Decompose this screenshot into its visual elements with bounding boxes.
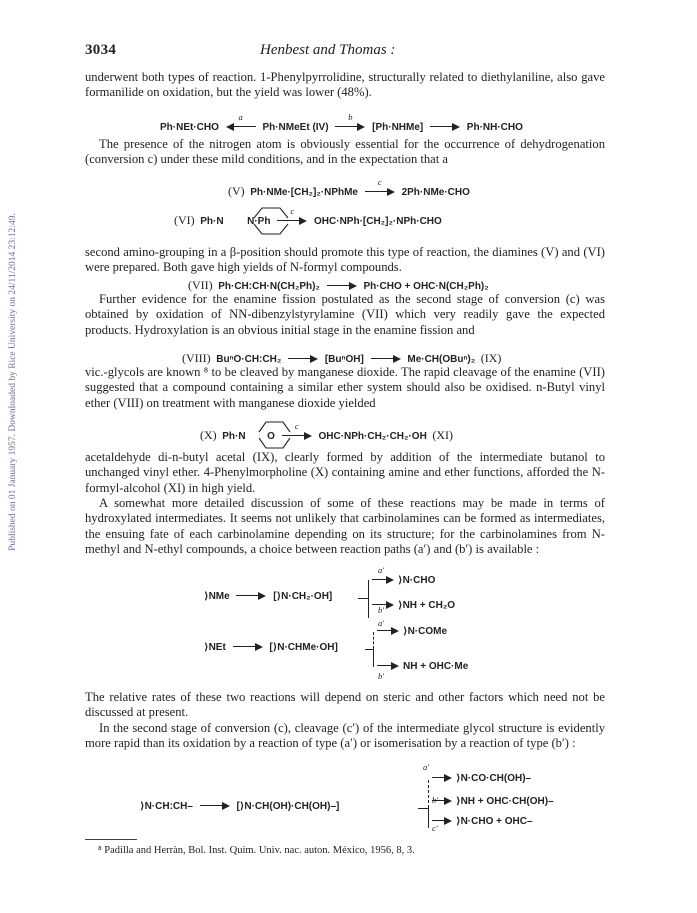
eq4-number: (VII) bbox=[188, 278, 213, 292]
arrow-icon bbox=[377, 662, 399, 670]
scheme1-product-a: ⟩N·CHO bbox=[398, 575, 436, 586]
scheme3-product-b: ⟩NH + OHC·CH(OH)– bbox=[456, 796, 554, 807]
eq6-right: OHC·NPh·CH₂·CH₂·OH bbox=[318, 431, 427, 442]
eq4-right: Ph·CHO + OHC·N(CH₂Ph)₂ bbox=[363, 281, 489, 292]
paragraph-1: underwent both types of reaction. 1-Phenylpyrrolidine, structurally related to diethylaniline, also gave formanilide on oxidation, but the yield was lower (48%). bbox=[85, 70, 605, 100]
scheme2-label-a: a′ bbox=[378, 618, 385, 628]
equation-5 bbox=[182, 351, 501, 366]
paragraph-6: acetaldehyde di-n-butyl acetal (IX), clearly formed by addition of the intermediate butanol to unchanged vinyl ether. 4-Phenylmorpholine (X) containing amine and ether functions, afforded the N-formyl-alcohol (XI) in high yield. bbox=[85, 450, 605, 495]
scheme2-intermediate: [⟩N·CHMe·OH] bbox=[269, 642, 338, 653]
equation-2 bbox=[228, 177, 470, 199]
eq3-left-b: N·Ph bbox=[247, 216, 271, 227]
paragraph-4: Further evidence for the enamine fission postulated as the second stage of conversion (c) was obtained by oxidation of NN-dibenzylstyrylamine (VII) which very readily gave the expected products. Hydroxylation is an obvious initial stage in the enamine fission and bbox=[85, 292, 605, 337]
label-c: c bbox=[294, 421, 299, 432]
eq5-right: Me·CH(OBuⁿ)₂ bbox=[407, 354, 476, 365]
label-a: a bbox=[238, 112, 243, 123]
scheme3-intermediate: [⟩N·CH(OH)·CH(OH)–] bbox=[236, 801, 340, 812]
arrow-icon bbox=[430, 123, 460, 131]
label-b: b bbox=[348, 112, 353, 123]
equation-4 bbox=[188, 278, 489, 293]
running-title: Henbest and Thomas : bbox=[260, 42, 396, 58]
eq5-left: BuⁿO·CH:CH₂ bbox=[216, 354, 282, 365]
eq3-left-a: Ph·N bbox=[200, 216, 224, 227]
eq3-right: OHC·NPh·[CH₂]₂·NPh·CHO bbox=[314, 216, 442, 227]
eq6-left-b: O bbox=[267, 431, 275, 442]
arrow-icon bbox=[288, 355, 318, 363]
scheme3-product-a-row bbox=[428, 773, 531, 784]
arrow-icon bbox=[371, 355, 401, 363]
eq3-number: (VI) bbox=[174, 213, 195, 227]
arrow-a-icon bbox=[226, 112, 256, 131]
eq1-right: Ph·NH·CHO bbox=[466, 122, 523, 133]
equation-6 bbox=[200, 421, 454, 443]
scheme1-connector bbox=[358, 598, 368, 599]
eq5-number: (VIII) bbox=[182, 351, 211, 365]
scheme1-row bbox=[204, 591, 332, 602]
paragraph-2: The presence of the nitrogen atom is obviously essential for the occurrence of dehydrogenation (conversion c) under these mild conditions, and in the expectation that a bbox=[85, 137, 605, 167]
eq1-intermediate: [Ph·NHMe] bbox=[372, 122, 424, 133]
paragraph-5: vic.-glycols are known ⁸ to be cleaved by manganese dioxide. The rapid cleavage of the enamine (VII) suggested that a compound containing a similar ether system should also be oxidised. n-Butyl vinyl ether (VIII) on treatment with manganese dioxide yielded bbox=[85, 365, 605, 410]
arrow-icon bbox=[377, 627, 399, 635]
label-c: c bbox=[290, 206, 295, 217]
page-number: 3034 bbox=[85, 42, 117, 58]
scheme3-label-b: b′ bbox=[432, 795, 439, 805]
scheme1-intermediate: [⟩N·CH₂·OH] bbox=[273, 591, 333, 602]
eq6-left-a: Ph·N bbox=[222, 431, 246, 442]
eq1-left: Ph·NEt·CHO bbox=[160, 122, 219, 133]
scheme1-label-a: a′ bbox=[378, 565, 385, 575]
arrow-icon bbox=[233, 643, 263, 651]
scheme2-product-b: NH + OHC·Me bbox=[403, 661, 469, 672]
page-header bbox=[85, 42, 605, 59]
arrow-icon bbox=[327, 282, 357, 290]
arrow-b-icon bbox=[335, 112, 365, 131]
scheme1-start: ⟩NMe bbox=[204, 591, 230, 602]
eq5-number-right: (IX) bbox=[480, 351, 502, 365]
arrow-c-icon bbox=[365, 177, 395, 196]
label-c: c bbox=[377, 177, 382, 188]
scheme2-product-b-row bbox=[373, 661, 468, 672]
scheme3-product-a: ⟩N·CO·CH(OH)– bbox=[456, 773, 532, 784]
arrow-icon bbox=[432, 817, 452, 825]
scheme3-connector bbox=[418, 808, 428, 809]
scheme2-product-a-row bbox=[373, 626, 447, 637]
eq6-number: (X) bbox=[200, 428, 217, 442]
publication-sidebar-note: Published on 01 January 1957. Downloaded by Rice University on 24/11/2014 23:12:49. bbox=[8, 213, 18, 551]
piperazine-ring-icon bbox=[250, 200, 292, 242]
scheme2-row bbox=[204, 642, 338, 653]
scheme3-product-b-row bbox=[428, 796, 554, 807]
eq2-left: Ph·NMe·[CH₂]₂·NPhMe bbox=[250, 187, 358, 198]
scheme2-label-b: b′ bbox=[378, 671, 385, 681]
arrow-icon bbox=[432, 774, 452, 782]
scheme1-label-b: b′ bbox=[378, 605, 385, 615]
scheme3-label-a: a′ bbox=[423, 762, 430, 772]
scheme1-product-b-row bbox=[368, 600, 455, 611]
scheme3-product-c: ⟩N·CHO + OHC– bbox=[456, 816, 533, 827]
footnote-rule bbox=[85, 839, 137, 840]
arrow-icon bbox=[372, 601, 394, 609]
paragraph-3: second amino-grouping in a β-position should promote this type of reaction, the diamines (V) and (VI) were prepared. Both gave high yields of N-formyl compounds. bbox=[85, 245, 605, 275]
eq2-right: 2Ph·NMe·CHO bbox=[401, 187, 470, 198]
scheme3-row bbox=[140, 801, 339, 812]
scheme3-product-c-row bbox=[428, 816, 533, 827]
scheme1-product-b: ⟩NH + CH₂O bbox=[398, 600, 456, 611]
arrow-icon bbox=[236, 592, 266, 600]
arrow-icon bbox=[372, 576, 394, 584]
eq4-left: Ph·CH:CH·N(CH₂Ph)₂ bbox=[218, 281, 320, 292]
eq5-middle: [BuⁿOH] bbox=[324, 354, 364, 365]
scheme2-connector bbox=[365, 649, 373, 650]
equation-3 bbox=[174, 206, 442, 228]
eq1-center: Ph·NMeEt (IV) bbox=[262, 122, 329, 133]
eq2-number: (V) bbox=[228, 184, 245, 198]
eq6-number-right: (XI) bbox=[432, 428, 454, 442]
paragraph-7: A somewhat more detailed discussion of some of these reactions may be made in terms of hydroxylated intermediates. It seems not unlikely that carbinolamines can be formed as intermediates, the ensuing fate of each carbinolamine depending on its structure; for the carbinolamines from N-methyl and N-ethyl compounds, a choice between reaction paths (a′) and (b′) is available : bbox=[85, 496, 605, 556]
arrow-icon bbox=[200, 802, 230, 810]
scheme3-start: ⟩N·CH:CH– bbox=[140, 801, 193, 812]
paragraph-9: In the second stage of conversion (c), cleavage (c′) of the intermediate glycol structure is evidently more rapid than its oxidation by a reaction of type (a′) or isomerisation by a reaction of type (b′) : bbox=[85, 721, 605, 751]
equation-1 bbox=[160, 112, 523, 133]
footnote: ⁸ Padilla and Herràn, Bol. Inst. Quím. Univ. nac. auton. México, 1956, 8, 3. bbox=[98, 845, 415, 856]
arrow-icon bbox=[432, 797, 452, 805]
scheme2-product-a: ⟩N·COMe bbox=[403, 626, 448, 637]
paragraph-8: The relative rates of these two reactions will depend on steric and other factors which need not be discussed at present. bbox=[85, 690, 605, 720]
scheme2-start: ⟩NEt bbox=[204, 642, 226, 653]
scheme1-product-a-row bbox=[368, 575, 435, 586]
scheme3-label-c: c′ bbox=[432, 823, 438, 833]
